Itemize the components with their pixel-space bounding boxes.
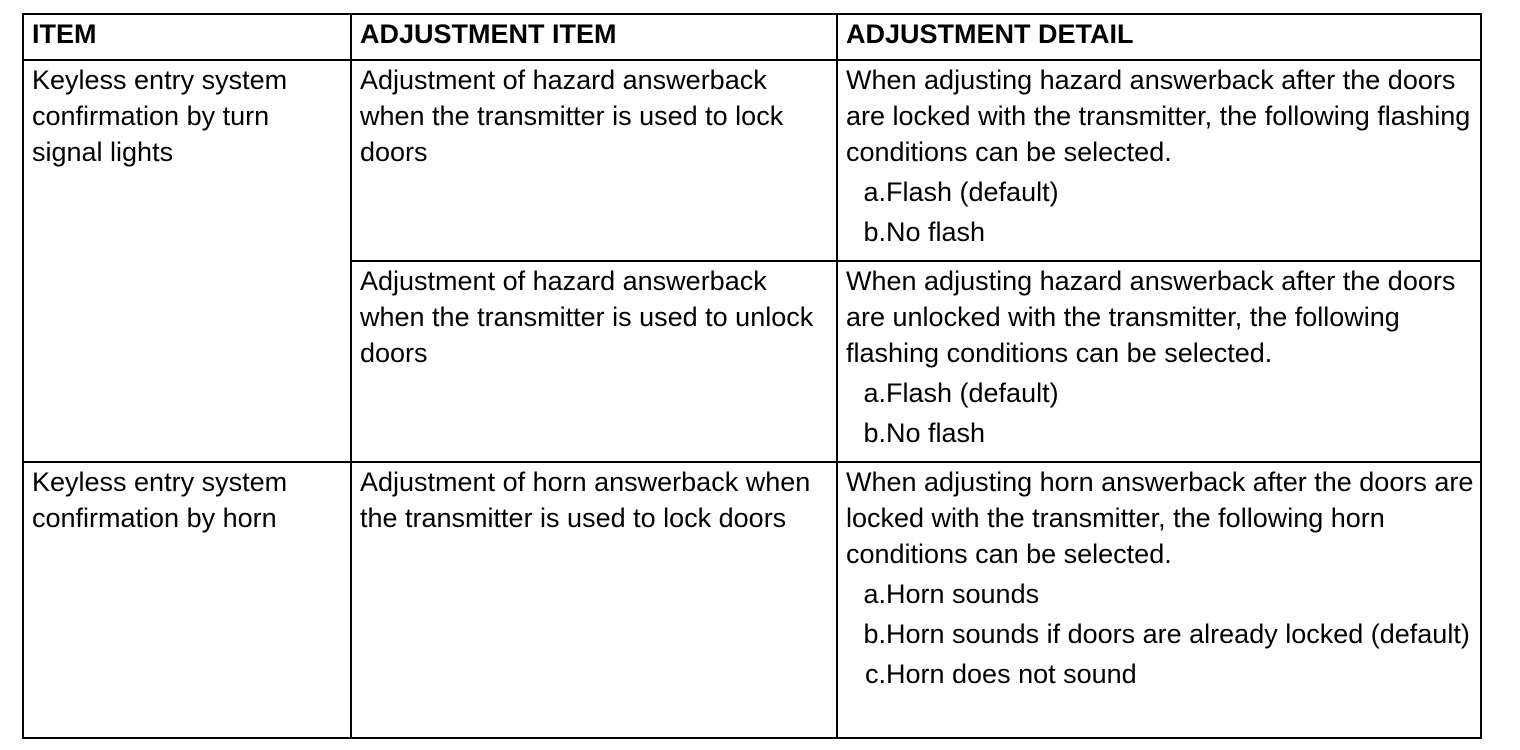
header-adjustment-item: ADJUSTMENT ITEM	[351, 14, 837, 60]
option-letter: b.	[863, 619, 886, 649]
adjustment-table	[22, 13, 1482, 739]
option-list	[846, 174, 1474, 250]
list-item	[846, 375, 1474, 411]
table-row	[23, 462, 1481, 738]
table-row	[23, 60, 1481, 261]
option-letter: a.	[863, 579, 886, 609]
detail-description: When adjusting hazard answerback after the doors are locked with the transmitter, the following flashing conditions can be selected.	[846, 65, 1471, 167]
adjustment-item-cell: Adjustment of hazard answerback when the transmitter is used to unlock doors	[351, 261, 837, 462]
adjustment-item-cell: Adjustment of hazard answerback when the transmitter is used to lock doors	[351, 60, 837, 261]
detail-description: When adjusting hazard answerback after the doors are unlocked with the transmitter, the following flashing conditions can be selected.	[846, 266, 1456, 368]
item-cell: Keyless entry system confirmation by turn signal lights	[23, 60, 351, 462]
option-letter: a.	[863, 177, 886, 207]
list-item	[846, 174, 1474, 210]
option-list	[846, 375, 1474, 451]
option-list	[846, 576, 1474, 692]
option-letter: b.	[863, 217, 886, 247]
option-text: No flash	[886, 217, 986, 247]
option-text: Flash (default)	[886, 177, 1059, 207]
option-text: Horn sounds if doors are already locked (default)	[886, 619, 1470, 649]
adjustment-detail-cell	[837, 60, 1481, 261]
option-text: Horn sounds	[886, 579, 1040, 609]
detail-description: When adjusting horn answerback after the doors are locked with the transmitter, the following horn conditions can be selected.	[846, 467, 1474, 569]
option-letter: c.	[864, 659, 886, 689]
list-item	[846, 616, 1474, 652]
option-text: No flash	[886, 418, 986, 448]
option-text: Flash (default)	[886, 378, 1059, 408]
adjustment-detail-cell	[837, 462, 1481, 738]
list-item	[846, 656, 1474, 692]
adjustment-detail-cell	[837, 261, 1481, 462]
adjustment-item-cell: Adjustment of horn answerback when the transmitter is used to lock doors	[351, 462, 837, 738]
header-adjustment-detail: ADJUSTMENT DETAIL	[837, 14, 1481, 60]
header-item: ITEM	[23, 14, 351, 60]
list-item	[846, 214, 1474, 250]
option-letter: b.	[863, 418, 886, 448]
option-letter: a.	[863, 378, 886, 408]
table-header-row	[23, 14, 1481, 60]
list-item	[846, 415, 1474, 451]
option-text: Horn does not sound	[886, 659, 1137, 689]
item-cell: Keyless entry system confirmation by horn	[23, 462, 351, 738]
list-item	[846, 576, 1474, 612]
